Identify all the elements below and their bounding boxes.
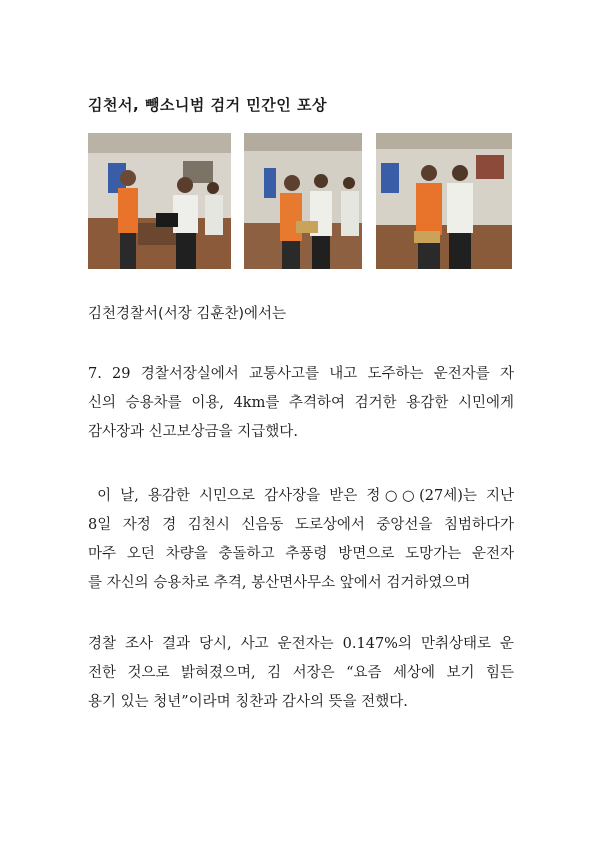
paragraph-line: 전한 것으로 밝혀졌으며, 김 서장은 “요즘 세상에 보기 힘든 [88, 665, 514, 681]
photo-row [88, 133, 512, 269]
paragraph-1 [88, 360, 514, 447]
paragraph-2 [88, 482, 514, 598]
paragraph-line: 8일 자정 경 김천시 신음동 도로상에서 중앙선을 침범하다가 [88, 517, 514, 533]
paragraph-line: 경찰 조사 결과 당시, 사고 운전자는 0.147%의 만취상태로 운 [88, 636, 514, 652]
paragraph-line: 감사장과 신고보상금을 지급했다. [88, 424, 298, 440]
document-title: 김천서, 뺑소니범 검거 민간인 포상 [88, 96, 327, 114]
award-photo-2 [244, 133, 362, 269]
award-photo-1 [88, 133, 231, 269]
paragraph-3 [88, 630, 514, 717]
paragraph-line: 신의 승용차를 이용, 4km를 추격하여 검거한 용감한 시민에게 [88, 395, 514, 411]
paragraph-line: 이 날, 용감한 시민으로 감사장을 받은 정○○(27세)는 지난 [88, 488, 514, 504]
intro-line: 김천경찰서(서장 김훈찬)에서는 [88, 306, 287, 322]
paragraph-line: 를 자신의 승용차로 추격, 봉산면사무소 앞에서 검거하였으며 [88, 575, 471, 591]
award-photo-3 [376, 133, 512, 269]
paragraph-line: 마주 오던 차량을 충돌하고 추풍령 방면으로 도망가는 운전자 [88, 546, 514, 562]
paragraph-line: 용기 있는 청년”이라며 칭찬과 감사의 뜻을 전했다. [88, 694, 408, 710]
paragraph-line: 7. 29 경찰서장실에서 교통사고를 내고 도주하는 운전자를 자 [88, 366, 514, 382]
